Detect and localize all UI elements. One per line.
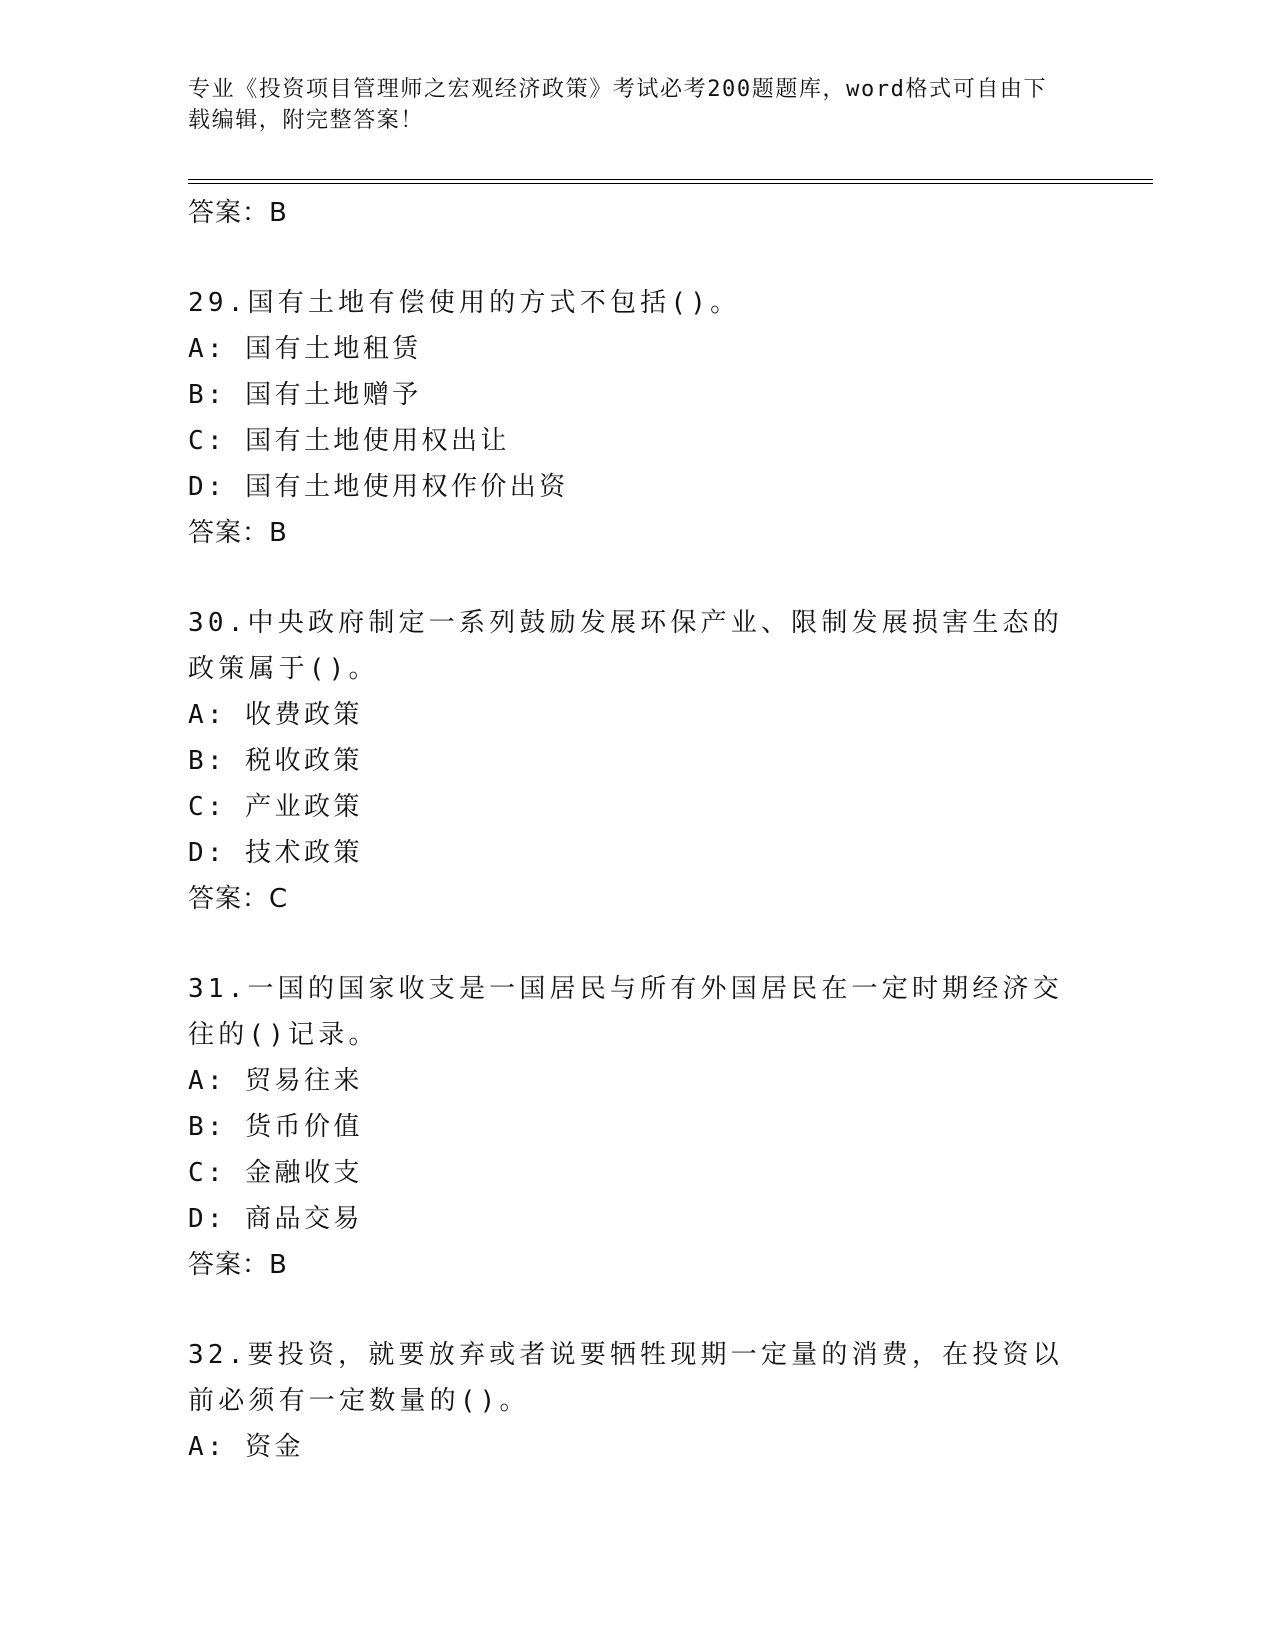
question-text: 29.国有土地有偿使用的方式不包括()。 (188, 288, 741, 318)
option-c: C: 国有土地使用权出让 (188, 426, 510, 456)
question-text: 31.一国的国家收支是一国居民与所有外国居民在一定时期经济交往的()记录。 (188, 974, 1063, 1050)
answer-line: 答案：C (188, 884, 289, 914)
option-a: A: 贸易往来 (188, 1066, 363, 1096)
document-header-note: 专业《投资项目管理师之宏观经济政策》考试必考200题题库，word格式可自由下载编辑，附完整答案！ (188, 77, 1048, 133)
question-text: 30.中央政府制定一系列鼓励发展环保产业、限制发展损害生态的政策属于()。 (188, 608, 1063, 684)
option-d: D: 技术政策 (188, 838, 363, 868)
option-b: B: 货币价值 (188, 1112, 363, 1142)
option-d: D: 国有土地使用权作价出资 (188, 472, 569, 502)
option-c: C: 产业政策 (188, 792, 363, 822)
option-a: A: 国有土地租赁 (188, 334, 422, 364)
answer-line: 答案：B (188, 518, 288, 548)
spacer (188, 236, 1088, 280)
option-a: A: 资金 (188, 1432, 304, 1462)
answer-line: 答案：B (188, 1250, 288, 1280)
option-b: B: 税收政策 (188, 746, 363, 776)
header-divider-line (188, 183, 1153, 184)
option-a: A: 收费政策 (188, 700, 363, 730)
option-d: D: 商品交易 (188, 1204, 363, 1234)
question-text: 32.要投资，就要放弃或者说要牺牲现期一定量的消费，在投资以前必须有一定数量的()。 (188, 1340, 1063, 1416)
spacer (188, 556, 1088, 600)
answer-line: 答案：B (188, 198, 288, 228)
spacer (188, 922, 1088, 966)
question-list (188, 190, 1088, 1470)
header-divider-line (188, 179, 1153, 180)
option-b: B: 国有土地赠予 (188, 380, 422, 410)
option-c: C: 金融收支 (188, 1158, 363, 1188)
spacer (188, 1288, 1088, 1332)
